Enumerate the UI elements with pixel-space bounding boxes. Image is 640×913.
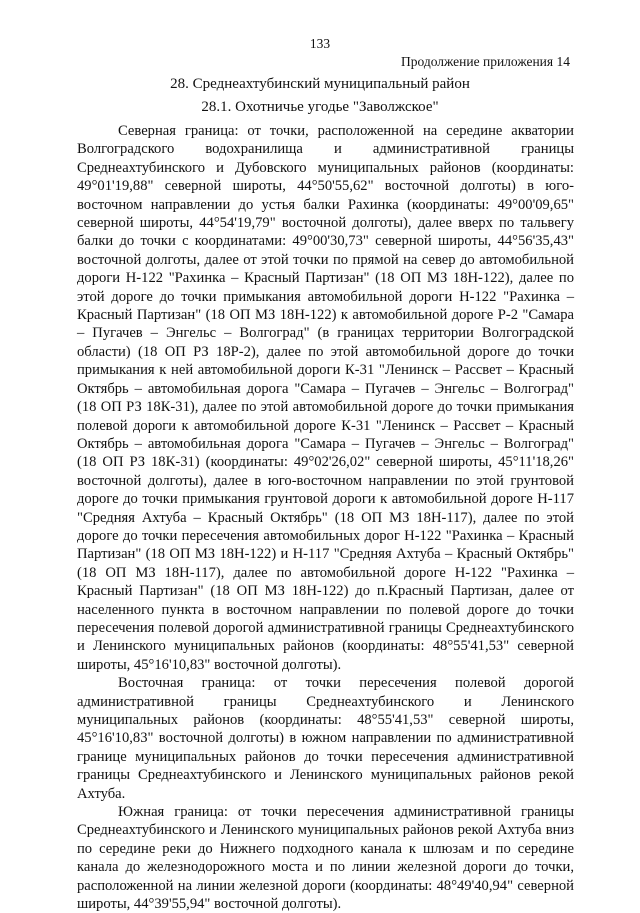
page-number: 133 bbox=[309, 36, 331, 51]
appendix-continuation-note: Продолжение приложения 14 bbox=[400, 54, 570, 69]
document-body bbox=[77, 122, 574, 913]
paragraph-southern-border: Южная граница: от точки пересечения административной границы Среднеахтубинского и Ленинского муниципальных районов рекой Ахтуба вниз по середине реки до Нижнего подходного канала к шлюзам и по середине канала до железнодорожного моста и по линии железной дороги до точки, расположенной на линии железной дороги (координаты: 48°49'40,94" северной широты, 44°39'55,94" восточной долготы). bbox=[77, 804, 574, 913]
paragraph-northern-border: Северная граница: от точки, расположенной на середине акватории Волгоградского водохранилища и административной границы Среднеахтубинского и Дубовского муниципальных районов (координаты: 49°01'19,88" северной широты, 44°50'55,62" восточной долготы) в юго-восточном направлении до устья балки Рахинка (координаты: 49°00'09,65" северной широты, 44°54'19,79" восточной долготы), далее вверх по тальвегу балки до точки с координатами: 49°00'30,73" северной широты, 44°56'35,43" восточной долготы, далее от этой точки по прямой на север до автомобильной дороги Н-122 "Рахинка – Красный Партизан" (18 ОП МЗ 18Н-122), далее по этой дороге до точки примыкания автомобильной дороги Н-122 "Рахинка – Красный Партизан" (18 ОП МЗ 18Н-122) к автомобильной дороге Р-2 "Самара – Пугачев – Энгельс – Волгоград" (в границах территории Волгоградской области) (18 ОП РЗ 18Р-2), далее по этой автомобильной дороге до точки примыкания к ней автомобильной дороги К-31 "Ленинск – Рассвет – Красный Октябрь – автомобильная дорога "Самара – Пугачев – Энгельс – Волгоград" (18 ОП РЗ 18К-31), далее по этой автомобильной дороге до точки примыкания полевой дороги к автомобильной дороге К-31 "Ленинск – Рассвет – Красный Октябрь – автомобильная дорога "Самара – Пугачев – Энгельс – Волгоград" (18 ОП РЗ 18К-31) (координаты: 49°02'26,02" северной широты, 45°11'18,26" восточной долготы), далее в юго-восточном направлении по этой грунтовой дороге до точки примыкания грунтовой дороги к автомобильной дороге Н-117 "Средняя Ахтуба – Красный Октябрь" (18 ОП МЗ 18Н-117), далее по этой дороге до точки пересечения автомобильных дорог Н-122 "Рахинка – Красный Партизан" (18 ОП МЗ 18Н-122) и Н-117 "Средняя Ахтуба – Красный Октябрь" (18 ОП МЗ 18Н-117), далее по автомобильной дороге Н-122 "Рахинка – Красный Партизан" (18 ОП МЗ 18Н-122) до п.Красный Партизан, далее от населенного пункта в восточном направлении по полевой дороге до точки пересечения полевой дорогой административной границы Среднеахтубинского и Ленинского муниципальных районов (координаты: 48°55'41,53" северной широты, 45°16'10,83" восточной долготы). bbox=[77, 123, 574, 673]
paragraph-eastern-border: Восточная граница: от точки пересечения полевой дорогой административной границы Среднеахтубинского и Ленинского муниципальных районов (координаты: 48°55'41,53" северной широты, 45°16'10,83" восточной долготы) в южном направлении по административной границе муниципальных районов до точки пересечения административной границы Среднеахтубинского и Ленинского муниципальных районов рекой Ахтуба. bbox=[77, 675, 574, 802]
section-title: 28. Среднеахтубинский муниципальный район bbox=[170, 76, 470, 92]
subsection-title: 28.1. Охотничье угодье "Заволжское" bbox=[201, 99, 439, 115]
